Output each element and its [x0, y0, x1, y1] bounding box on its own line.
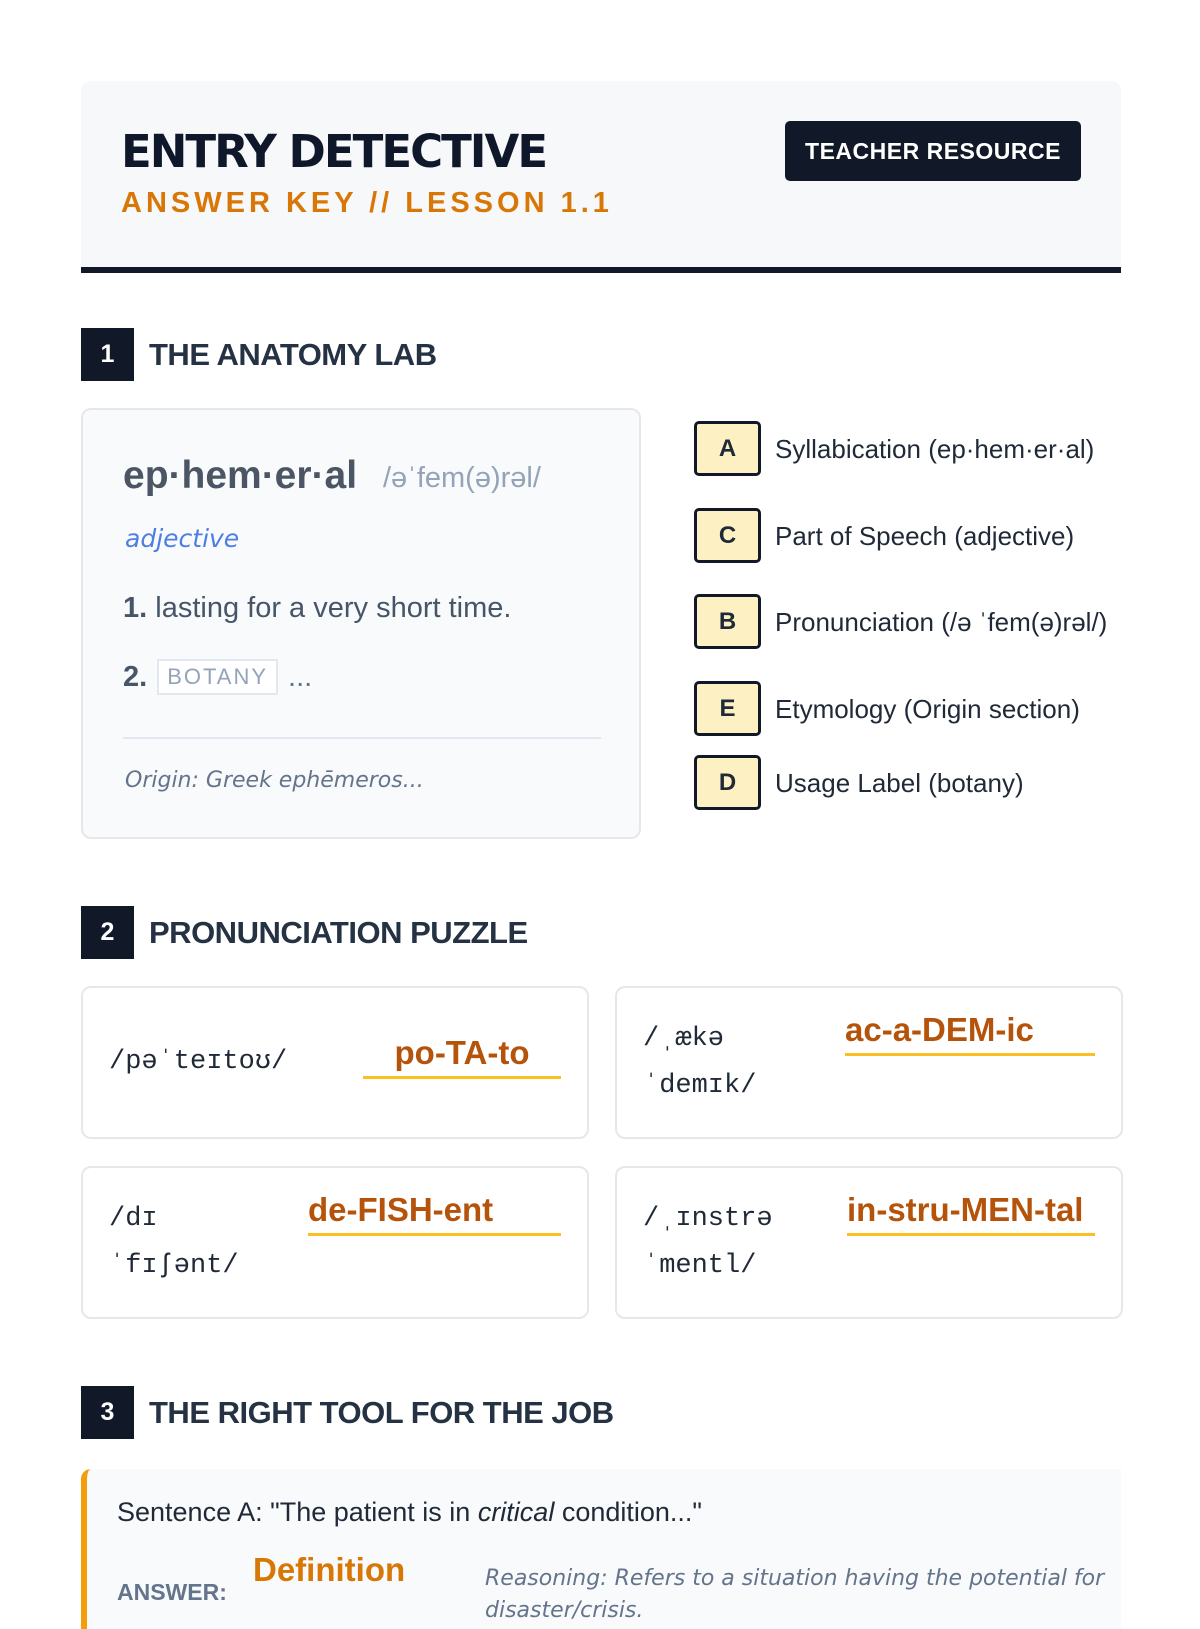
- definition-text: lasting for a very short time.: [155, 592, 512, 624]
- entry-origin: Origin: Greek ephēmeros...: [125, 768, 424, 793]
- match-letter-box: B: [694, 594, 761, 649]
- page-header: [81, 81, 1121, 273]
- match-letter-box: A: [694, 421, 761, 476]
- pronunciation-answer: in-stru-MEN-tal: [847, 1186, 1095, 1236]
- match-item: [694, 755, 1124, 810]
- entry-part-of-speech: adjective: [125, 524, 240, 553]
- answer-value: Definition: [253, 1551, 406, 1588]
- pronunciation-ipa: /dɪ ˈfɪʃənt/: [109, 1204, 239, 1281]
- answer-reasoning: Reasoning: Refers to a situation having the potential for disaster/crisis.: [485, 1566, 1105, 1623]
- tool-question-card: [81, 1469, 1121, 1629]
- page-title: ENTRY DETECTIVE: [121, 125, 547, 178]
- page-subtitle: ANSWER KEY // LESSON 1.1: [121, 187, 613, 219]
- answer-label: ANSWER:: [117, 1579, 227, 1605]
- definition-number: 1.: [123, 592, 148, 624]
- entry-divider: [123, 737, 601, 739]
- match-item: [694, 681, 1124, 736]
- section-number: 2: [81, 906, 134, 959]
- match-text: Pronunciation (/ə ˈfem(ə)rəl/): [775, 606, 1108, 637]
- match-item: [694, 508, 1124, 563]
- match-text: Usage Label (botany): [775, 767, 1024, 798]
- usage-label-box: BOTANY: [157, 659, 278, 695]
- teacher-resource-badge: TEACHER RESOURCE: [785, 121, 1081, 181]
- sentence-text: condition...": [554, 1497, 702, 1527]
- entry-definition-1: [123, 592, 511, 625]
- entry-pronunciation: /əˈfem(ə)rəl/: [383, 462, 541, 494]
- sentence-text: Sentence A: "The patient is in: [117, 1497, 478, 1527]
- match-text: Part of Speech (adjective): [775, 520, 1075, 551]
- pronunciation-card: [615, 986, 1123, 1139]
- pronunciation-answer: ac-a-DEM-ic: [845, 1006, 1095, 1056]
- dictionary-entry-card: [81, 408, 641, 839]
- pronunciation-answer: de-FISH-ent: [308, 1186, 561, 1236]
- definition-ellipsis: ...: [288, 660, 313, 693]
- section-2-header: [81, 906, 528, 959]
- match-text: Syllabication (ep·hem·er·al): [775, 433, 1095, 464]
- match-letter-box: D: [694, 755, 761, 810]
- pronunciation-ipa: /ˌɪnstrə ˈmentl/: [643, 1204, 773, 1281]
- sentence-a: [117, 1497, 702, 1528]
- match-letter-box: C: [694, 508, 761, 563]
- entry-headword: ep·hem·er·al: [123, 454, 358, 497]
- pronunciation-answer: po-TA-to: [363, 1029, 561, 1079]
- pronunciation-card: [81, 1166, 589, 1319]
- pronunciation-ipa: /pəˈteɪtoʊ/: [109, 1047, 288, 1077]
- sentence-keyword: critical: [477, 1497, 555, 1527]
- section-number: 1: [81, 328, 134, 381]
- definition-number: 2.: [123, 660, 148, 693]
- section-number: 3: [81, 1386, 134, 1439]
- section-title: THE RIGHT TOOL FOR THE JOB: [149, 1394, 614, 1430]
- match-letter-box: E: [694, 681, 761, 736]
- match-text: Etymology (Origin section): [775, 693, 1080, 724]
- section-title: PRONUNCIATION PUZZLE: [149, 914, 528, 950]
- match-item: [694, 421, 1124, 476]
- pronunciation-card: [81, 986, 589, 1139]
- section-1-header: [81, 328, 437, 381]
- match-item: [694, 594, 1124, 649]
- pronunciation-card: [615, 1166, 1123, 1319]
- entry-definition-2: [123, 658, 312, 696]
- section-title: THE ANATOMY LAB: [149, 336, 437, 372]
- pronunciation-ipa: /ˌækə ˈdemɪk/: [643, 1024, 757, 1101]
- section-3-header: [81, 1386, 614, 1439]
